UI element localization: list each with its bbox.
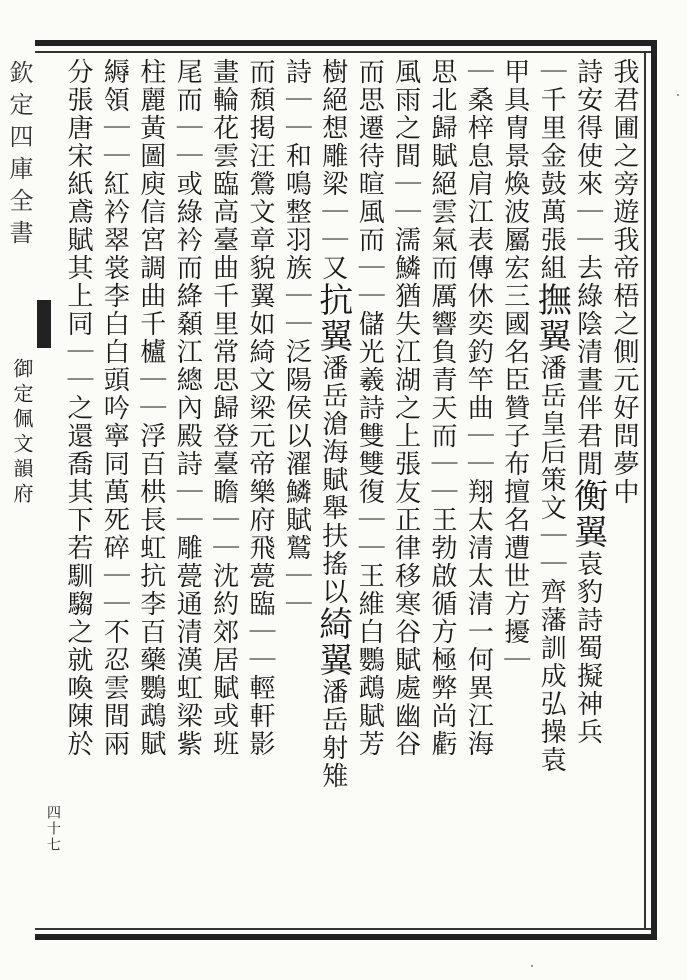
text-segment: 而思遷待暄風而｜｜儲光羲詩雙雙復｜｜王維白鸚鵡賦芳 — [354, 58, 385, 758]
text-column — [279, 58, 313, 926]
text-segment: ｜千里金鼓萬張組 — [536, 58, 567, 282]
text-column — [134, 58, 168, 926]
text-column — [498, 58, 532, 926]
headword: 翼 — [567, 514, 608, 550]
text-segment: 風雨之間｜｜濡鱗猶失江湖之上張友正律移寒谷賦處幽谷 — [390, 58, 421, 758]
text-segment: 潘岳射雉 — [317, 678, 348, 790]
volume-label: 欽定四庫全書 — [5, 60, 33, 252]
headword: 翼 — [531, 318, 572, 354]
text-segment: 尾而｜｜或綠衿而絳顙江總內殿詩｜｜雕甍通清漢虹梁紫 — [172, 58, 203, 758]
speck — [531, 965, 533, 967]
text-column — [425, 58, 459, 926]
fishtail-mark — [37, 300, 51, 348]
text-column — [61, 58, 95, 926]
text-column — [207, 58, 241, 926]
top-border — [35, 40, 657, 46]
headword: 翼 — [312, 318, 353, 354]
text-segment: 宏三國名臣贊子布擅名遭世方擾｜ — [499, 254, 530, 674]
text-segment: 而頹掲汪鶯文章貌翼如綺文梁元帝樂府飛甍臨｜｜輕軒影 — [245, 58, 275, 758]
text-segment: 我君圃之旁遊我帝梧之側元好問夢中 — [609, 58, 639, 506]
right-border-inner — [644, 51, 646, 930]
headword: 綺 — [312, 606, 353, 642]
text-segment: ｜桑梓息肩江表傳休奕釣竿曲｜｜翔太清太清一何異江海 — [463, 58, 494, 758]
text-segment: 分張唐宋紙鳶賦其上同｜｜之還喬其下若馴騶之就喚陳於 — [63, 58, 93, 758]
text-column — [243, 58, 277, 926]
text-segment: 潘岳皇后策文｜｜齊藩訓成弘操袁 — [536, 354, 567, 774]
text-segment: 畫輪花雲臨高臺曲千里常思歸登臺瞻｜｜沈約郊居賦或班 — [208, 58, 239, 758]
headword: 撫 — [531, 282, 572, 318]
text-segment: 思北歸賦絕雲氣而厲響負青天而｜｜王勃啟循方極弊尚虧 — [427, 58, 457, 758]
text-column — [312, 58, 353, 926]
text-segment: 樹絕想雕梁｜｜又 — [317, 58, 348, 282]
book-title: 御定佩文韻府 — [10, 358, 34, 508]
text-segment: 賦鷲｜｜ — [281, 506, 312, 618]
text-segment: 甲具冑景煥波屬 — [499, 58, 530, 254]
top-border-inner — [35, 51, 657, 53]
text-column — [170, 58, 204, 926]
right-border — [651, 40, 657, 940]
headword: 衡 — [567, 478, 608, 514]
page-number: 四十七 — [45, 805, 61, 853]
text-segment: 縟領｜｜紅衿翠裳李白白頭吟寧同萬死碎｜｜不忍雲間兩 — [99, 58, 130, 758]
text-column — [567, 58, 608, 926]
headword: 翼 — [312, 642, 353, 678]
headword: 抗 — [312, 282, 353, 318]
text-column — [389, 58, 423, 926]
text-segment: 袁豹詩蜀擬神兵 — [572, 550, 603, 746]
bottom-border-inner — [35, 928, 657, 930]
text-column — [607, 58, 641, 926]
bottom-border — [35, 934, 657, 940]
text-segment: 潘岳滄海賦舉扶搖以 — [317, 354, 348, 606]
speck — [677, 94, 679, 96]
text-column — [352, 58, 386, 926]
text-segment: 柱麗黃圖庾信宮調曲千櫨｜｜浮百栱長虹抗李百藥鸚鵡賦 — [135, 58, 166, 758]
text-column — [97, 58, 131, 926]
text-segment: 詩｜｜和鳴整羽族｜｜泛陽侯以濯鱗 — [281, 58, 312, 506]
text-column — [531, 58, 572, 926]
margin-column — [5, 60, 61, 920]
text-segment: 詩安得使來｜｜去綠陰清晝伴君閒 — [572, 58, 603, 478]
text-column — [461, 58, 495, 926]
